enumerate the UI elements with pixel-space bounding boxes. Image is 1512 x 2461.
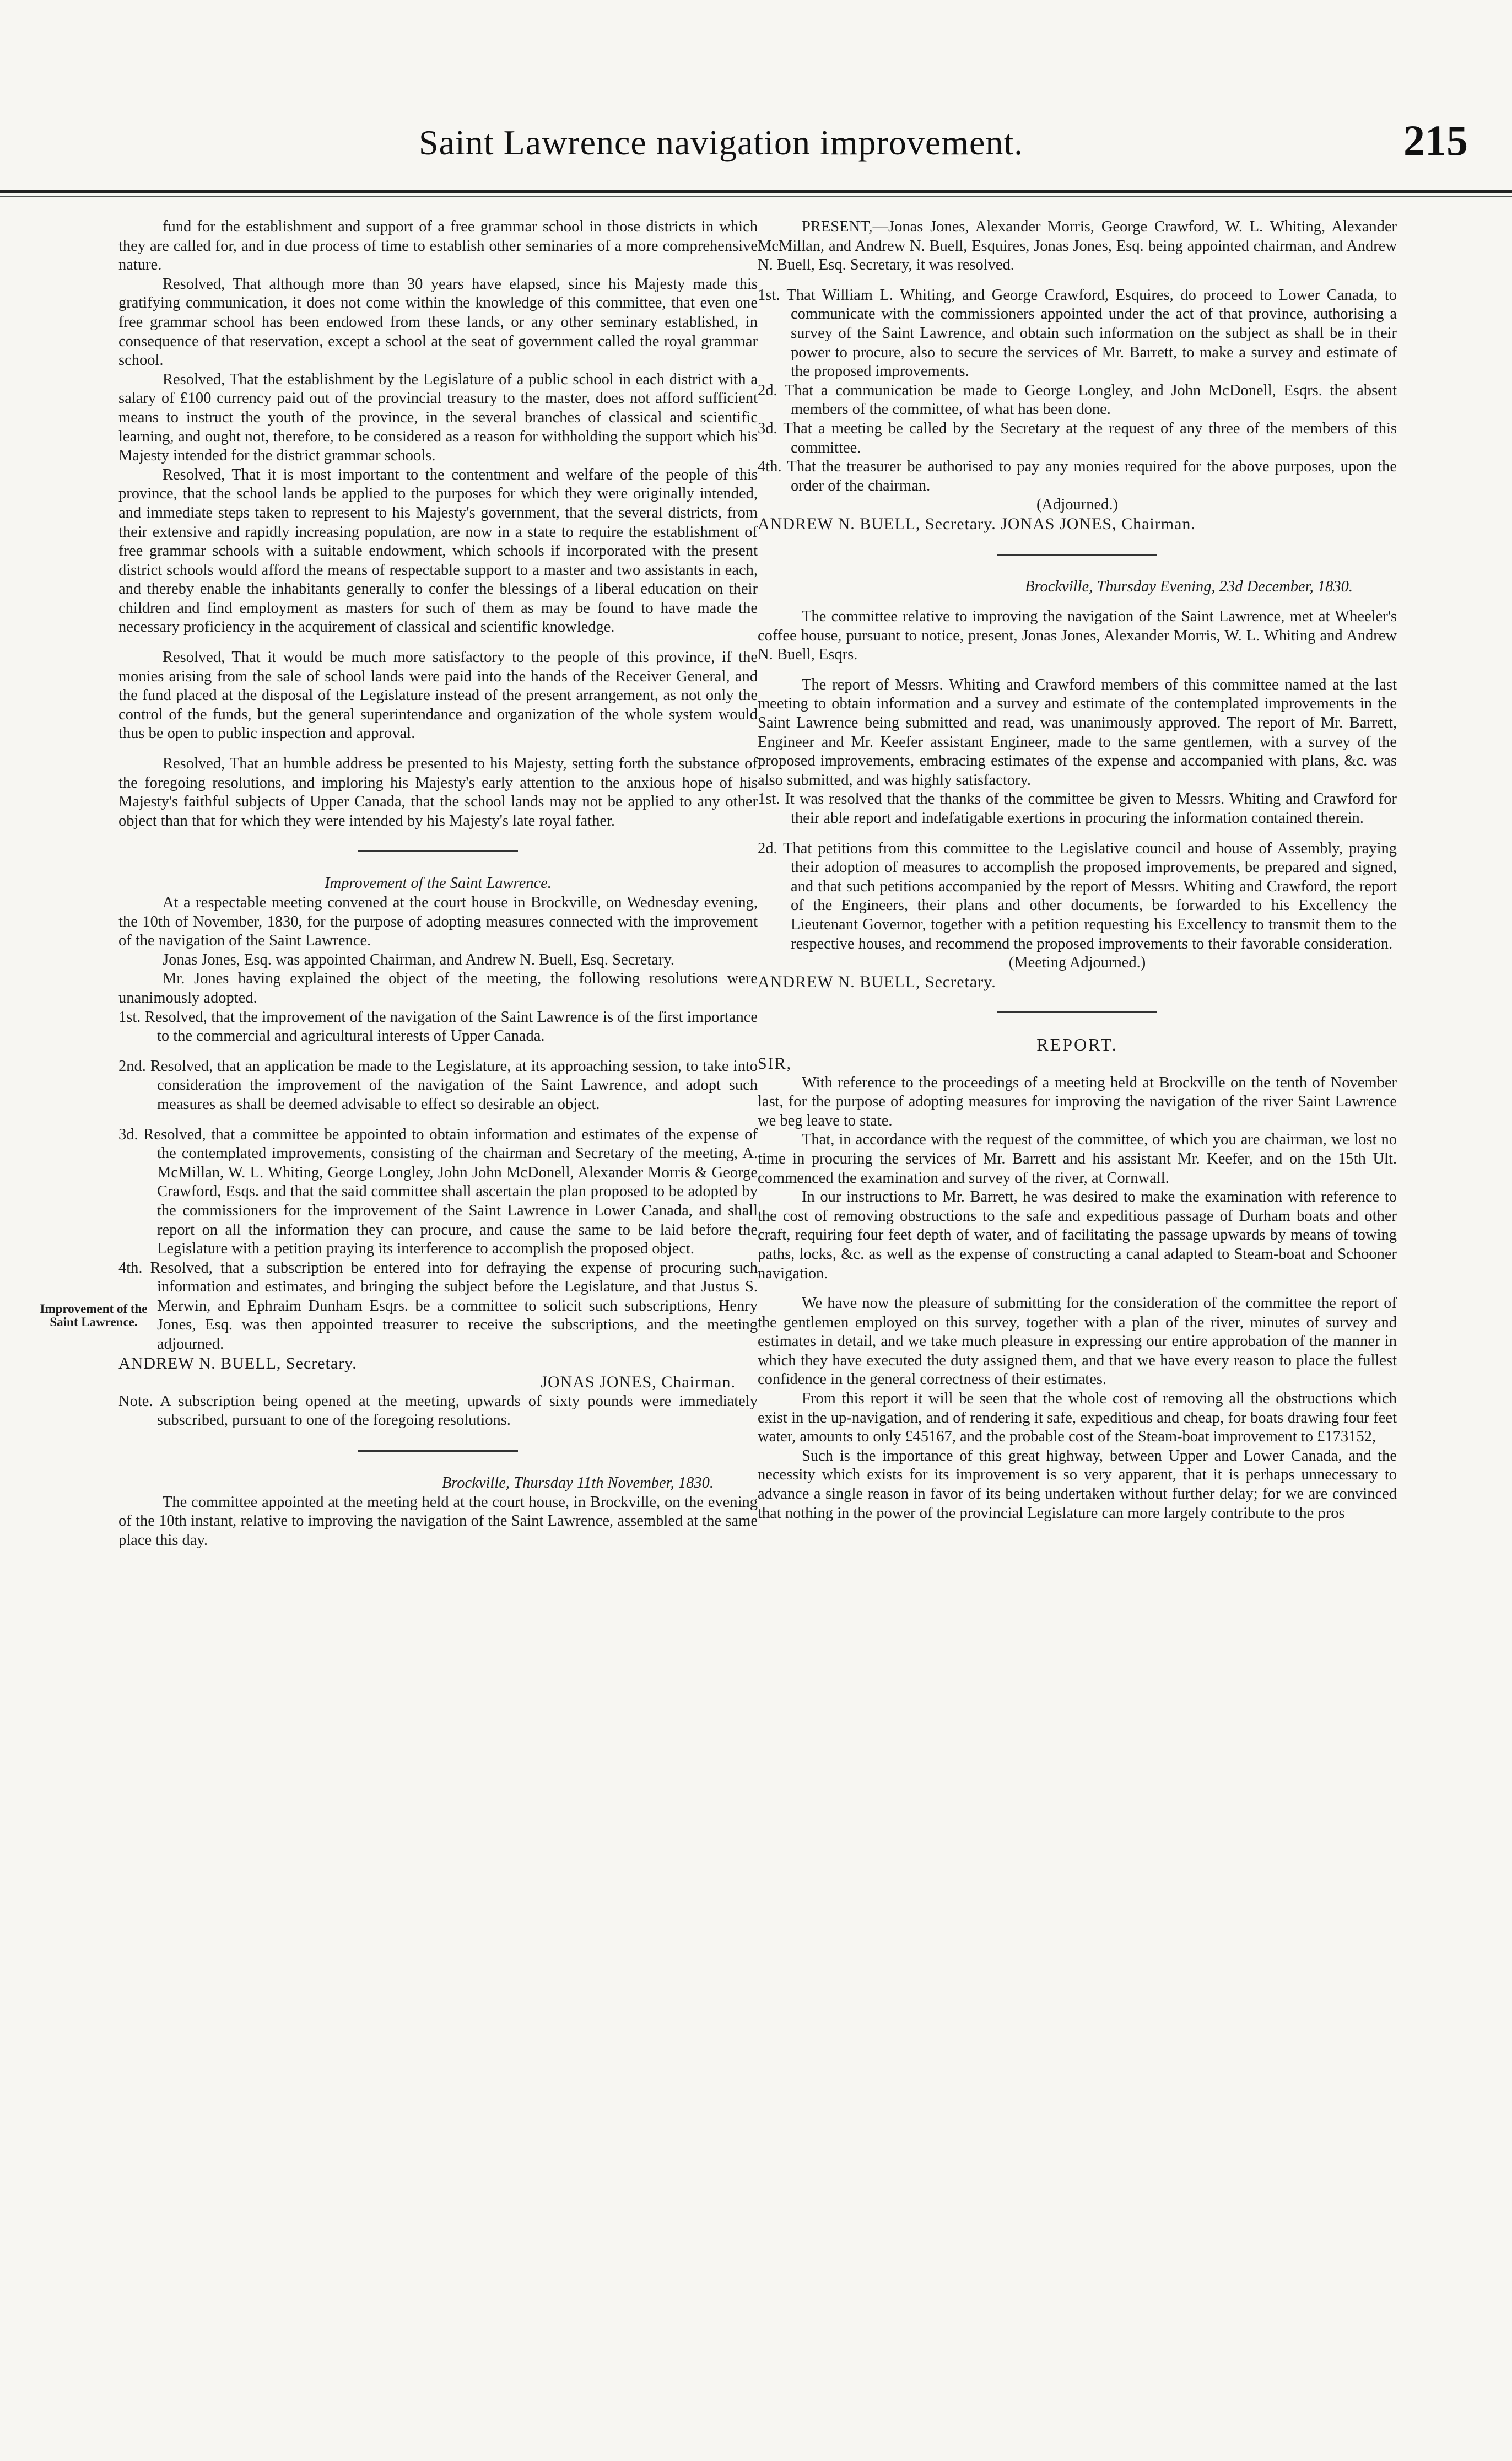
- header-rule: [0, 190, 1512, 193]
- section-divider: [997, 554, 1157, 556]
- resolution-item: 3d. Resolved, that a committee be appointed to obtain information and estimates of the expense of the contemplated improvements, consisting of the chairman and Secretary of the meeting, A. McMillan, W. L. Whiting, George Longley, John John McDonell, Alexander Morris & George Crawford, Esqs. and that the said committee shall ascertain the plan proposed to be adopted by the commissioners for the improvement of the Saint Lawrence in Lower Canada, and shall report on all the information they can procure, and cause the same to be laid before the Legislature with a petition praying its interference to accomplish the proposed object.: [118, 1126, 758, 1258]
- salutation: SIR,: [758, 1054, 792, 1073]
- resolution-item: 3d. That a meeting be called by the Secretary at the request of any three of the members of this committee.: [758, 419, 1397, 456]
- paragraph: Such is the importance of this great highway, between Upper and Lower Canada, and the necessity which exists for its improvement is so very apparent, that it is perhaps unnecessary to advance a single reason in favor of its being undertaken without further delay; for we are convinced that nothing in the power of the provincial Legislature can more largely contribute to the pros: [758, 1447, 1397, 1522]
- right-column: [758, 218, 1397, 1523]
- paragraph: That, in accordance with the request of the committee, of which you are chairman, we lost no time in procuring the services of Mr. Barrett and his assistant Mr. Keefer, and on the 15th Ult. commenced the examination and survey of the river, at Cornwall.: [758, 1131, 1397, 1187]
- left-column: [118, 218, 758, 1550]
- resolution-item: 1st. Resolved, that the improvement of the navigation of the Saint Lawrence is of the first importance to the commercial and agricultural interests of Upper Canada.: [118, 1008, 758, 1045]
- paragraph: Resolved, That it would be much more satisfactory to the people of this province, if the monies arising from the sale of school lands were paid into the hands of the Receiver General, and the fund placed at the disposal of the Legislature instead of the present arrangement, as not only the control of the funds, but the general superintendance and organization of the whole system would thus be open to public inspection and approval.: [118, 649, 758, 742]
- section-divider: [358, 1450, 518, 1452]
- paragraph: With reference to the proceedings of a meeting held at Brockville on the tenth of November last, for the purpose of adopting measures for improving the navigation of the river Saint Lawrence we beg leave to state.: [758, 1074, 1397, 1129]
- section-divider: [358, 850, 518, 852]
- paragraph: Mr. Jones having explained the object of the meeting, the following resolutions were unanimously adopted.: [118, 970, 758, 1006]
- dateline: Brockville, Thursday 11th November, 1830.: [441, 1474, 714, 1492]
- signature-secretary: ANDREW N. BUELL, Secretary.: [758, 972, 996, 991]
- paragraph: PRESENT,—Jonas Jones, Alexander Morris, George Crawford, W. L. Whiting, Alexander McMillan, and Andrew N. Buell, Esquires, Jonas Jones, Esq. being appointed chairman, and Andrew N. Buell, Esq. Secretary, it was resolved.: [758, 218, 1397, 274]
- section-title: Improvement of the Saint Lawrence.: [325, 875, 552, 892]
- report-title: REPORT.: [1036, 1035, 1118, 1055]
- paragraph: The report of Messrs. Whiting and Crawford members of this committee named at the last meeting to obtain information and a survey and estimate of the contemplated improvements in the Saint Lawrence being submitted and read, was unanimously approved. The report of Mr. Barrett, Engineer and Mr. Keefer assistant Engineer, made to the same gentlemen, with a survey of the proposed improvements, embracing estimates of the expense and accompanied with plans, &c. was also submitted, and was highly satisfactory.: [758, 676, 1397, 789]
- paragraph: fund for the establishment and support of a free grammar school in those districts in which they are called for, and in due process of time to establish other seminaries of a more comprehensive nature.: [118, 218, 758, 274]
- page-number: 215: [1403, 116, 1468, 164]
- resolution-item: 4th. Resolved, that a subscription be entered into for defraying the expense of procuring such information and estimates, and bringing the subject before the Legislature, and that Justus S. Merwin, and Ephraim Dunham Esqrs. be a committee to solicit such subscriptions, Henry Jones, Esq. was then appointed treasurer to receive the subscriptions, and the meeting adjourned.: [118, 1259, 758, 1353]
- paragraph: At a respectable meeting convened at the court house in Brockville, on Wednesday evening, the 10th of November, 1830, for the purpose of adopting measures connected with the improvement of the navigation of the Saint Lawrence.: [118, 894, 758, 950]
- page-header: [110, 116, 1479, 176]
- resolution-item: 2d. That petitions from this committee to the Legislative council and house of Assembly, praying their adoption of measures to accomplish the proposed improvements, be prepared and signed, and that such petitions accompanied by the report of Messrs. Whiting and Crawford, the report of the Engineers, their plans and other documents, be forwarded to his Excellency the Lieutenant Governor, together with a petition requesting his Excellency to transmit them to the respective houses, and recommend the proposed improvements to their favorable consideration.: [758, 839, 1397, 952]
- paragraph: Resolved, That the establishment by the Legislature of a public school in each district with a salary of £100 currency paid out of the provincial treasury to the master, does not afford sufficient means to instruct the youth of the province, in the several branches of classical and scientific learning, and ought not, therefore, to be considered as a reason for withholding the support which his Majesty intended for the district grammar schools.: [118, 370, 758, 465]
- dateline: Brockville, Thursday Evening, 23d December, 1830.: [1025, 578, 1353, 595]
- paragraph: We have now the pleasure of submitting for the consideration of the committee the report of the gentlemen employed on this survey, together with a plan of the river, minutes of survey and estimates in detail, and we take much pleasure in expressing our entire approbation of the manner in which they have executed the duty assigned them, and that we have every reason to place the fullest confidence in the general correctness of their estimates.: [758, 1295, 1397, 1388]
- paragraph: Jonas Jones, Esq. was appointed Chairman, and Andrew N. Buell, Esq. Secretary.: [163, 951, 674, 968]
- signature-line: ANDREW N. BUELL, Secretary. JONAS JONES, Chairman.: [758, 514, 1196, 533]
- adjourned-note: (Adjourned.): [1036, 496, 1118, 514]
- paragraph: The committee appointed at the meeting held at the court house, in Brockville, on the evening of the 10th instant, relative to improving the navigation of the Saint Lawrence, assembled at the same place this day.: [118, 1493, 758, 1549]
- header-rule-thin: [0, 196, 1512, 197]
- resolution-item: 1st. That William L. Whiting, and George Crawford, Esquires, do proceed to Lower Canada, to communicate with the commissioners appointed under the act of that province, authorising a survey of the Saint Lawrence, and obtain such information on the subject as shall be in their power to procure, also to secure the services of Mr. Barrett, to make a survey and estimate of the proposed improvements.: [758, 286, 1397, 380]
- adjourned-note: (Meeting Adjourned.): [1008, 954, 1146, 972]
- paragraph: From this report it will be seen that the whole cost of removing all the obstructions which exist in the up-navigation, and of rendering it safe, expeditious and cheap, for boats drawing four feet water, amounts to only £45167, and the probable cost of the Steam-boat improvement to £173152,: [758, 1390, 1397, 1446]
- paragraph: Resolved, That it is most important to the contentment and welfare of the people of this province, that the school lands be applied to the purposes for which they were originally intended, and immediate steps taken to represent to his Majesty's government, that the several districts, from their extensive and rapidly increasing population, are now in a state to require the establishment of free grammar schools with a suitable endowment, which schools if incorporated with the present district schools would afford the means of respectable support to a master and two assistants in each, and thereby enable the inhabitants generally to confer the blessings of a liberal education on their children and find employment as masters for such of them as may be found to have made the necessary proficiency in the acquirement of classical and scientific knowledge.: [118, 466, 758, 636]
- resolution-item: 2nd. Resolved, that an application be made to the Legislature, at its approaching session, to take into consideration the improvement of the navigation of the Saint Lawrence, and adopt such measures as shall be deemed advisable to effect so desirable an object.: [118, 1057, 758, 1113]
- paragraph: The committee relative to improving the navigation of the Saint Lawrence, met at Wheeler's coffee house, pursuant to notice, present, Jonas Jones, Alexander Morris, W. L. Whiting and Andrew N. Buell, Esqrs.: [758, 608, 1397, 664]
- running-head: Saint Lawrence navigation improvement.: [419, 123, 1024, 162]
- resolution-item: 1st. It was resolved that the thanks of the committee be given to Messrs. Whiting and Crawford for their able report and indefatigable exertions in procuring the information contained therein.: [758, 790, 1397, 827]
- margin-note: Improvement of the Saint Lawrence.: [40, 1302, 148, 1329]
- signature-secretary: ANDREW N. BUELL, Secretary.: [118, 1354, 357, 1372]
- resolution-item: 4th. That the treasurer be authorised to pay any monies required for the above purposes, upon the order of the chairman.: [758, 458, 1397, 494]
- signature-chairman: JONAS JONES, Chairman.: [541, 1373, 736, 1392]
- paragraph: Resolved, That although more than 30 years have elapsed, since his Majesty made this gratifying communication, it does not come within the knowledge of this committee, that even one free grammar school has been endowed from these lands, or any other seminary established, in consequence of that reservation, except a school at the seat of government called the royal grammar school.: [118, 275, 758, 369]
- section-divider: [997, 1011, 1157, 1013]
- resolution-item: 2d. That a communication be made to George Longley, and John McDonell, Esqrs. the absent members of the committee, of what has been done.: [758, 381, 1397, 418]
- paragraph: In our instructions to Mr. Barrett, he was desired to make the examination with reference to the cost of removing obstructions to the safe and expeditious passage of Durham boats and other craft, requiring four feet depth of water, and of facilitating the passage upwards by means of towing paths, locks, &c. as well as the expense of constructing a canal adapted to Steam-boat and Schooner navigation.: [758, 1188, 1397, 1282]
- paragraph: Resolved, That an humble address be presented to his Majesty, setting forth the substance of the foregoing resolutions, and imploring his Majesty's early attention to the anxious hope of his Majesty's faithful subjects of Upper Canada, that the school lands may not be applied to any other object than that for which they were intended by his Majesty's late royal father.: [118, 755, 758, 830]
- note: Note. A subscription being opened at the meeting, upwards of sixty pounds were immediately subscribed, pursuant to one of the foregoing resolutions.: [118, 1392, 758, 1429]
